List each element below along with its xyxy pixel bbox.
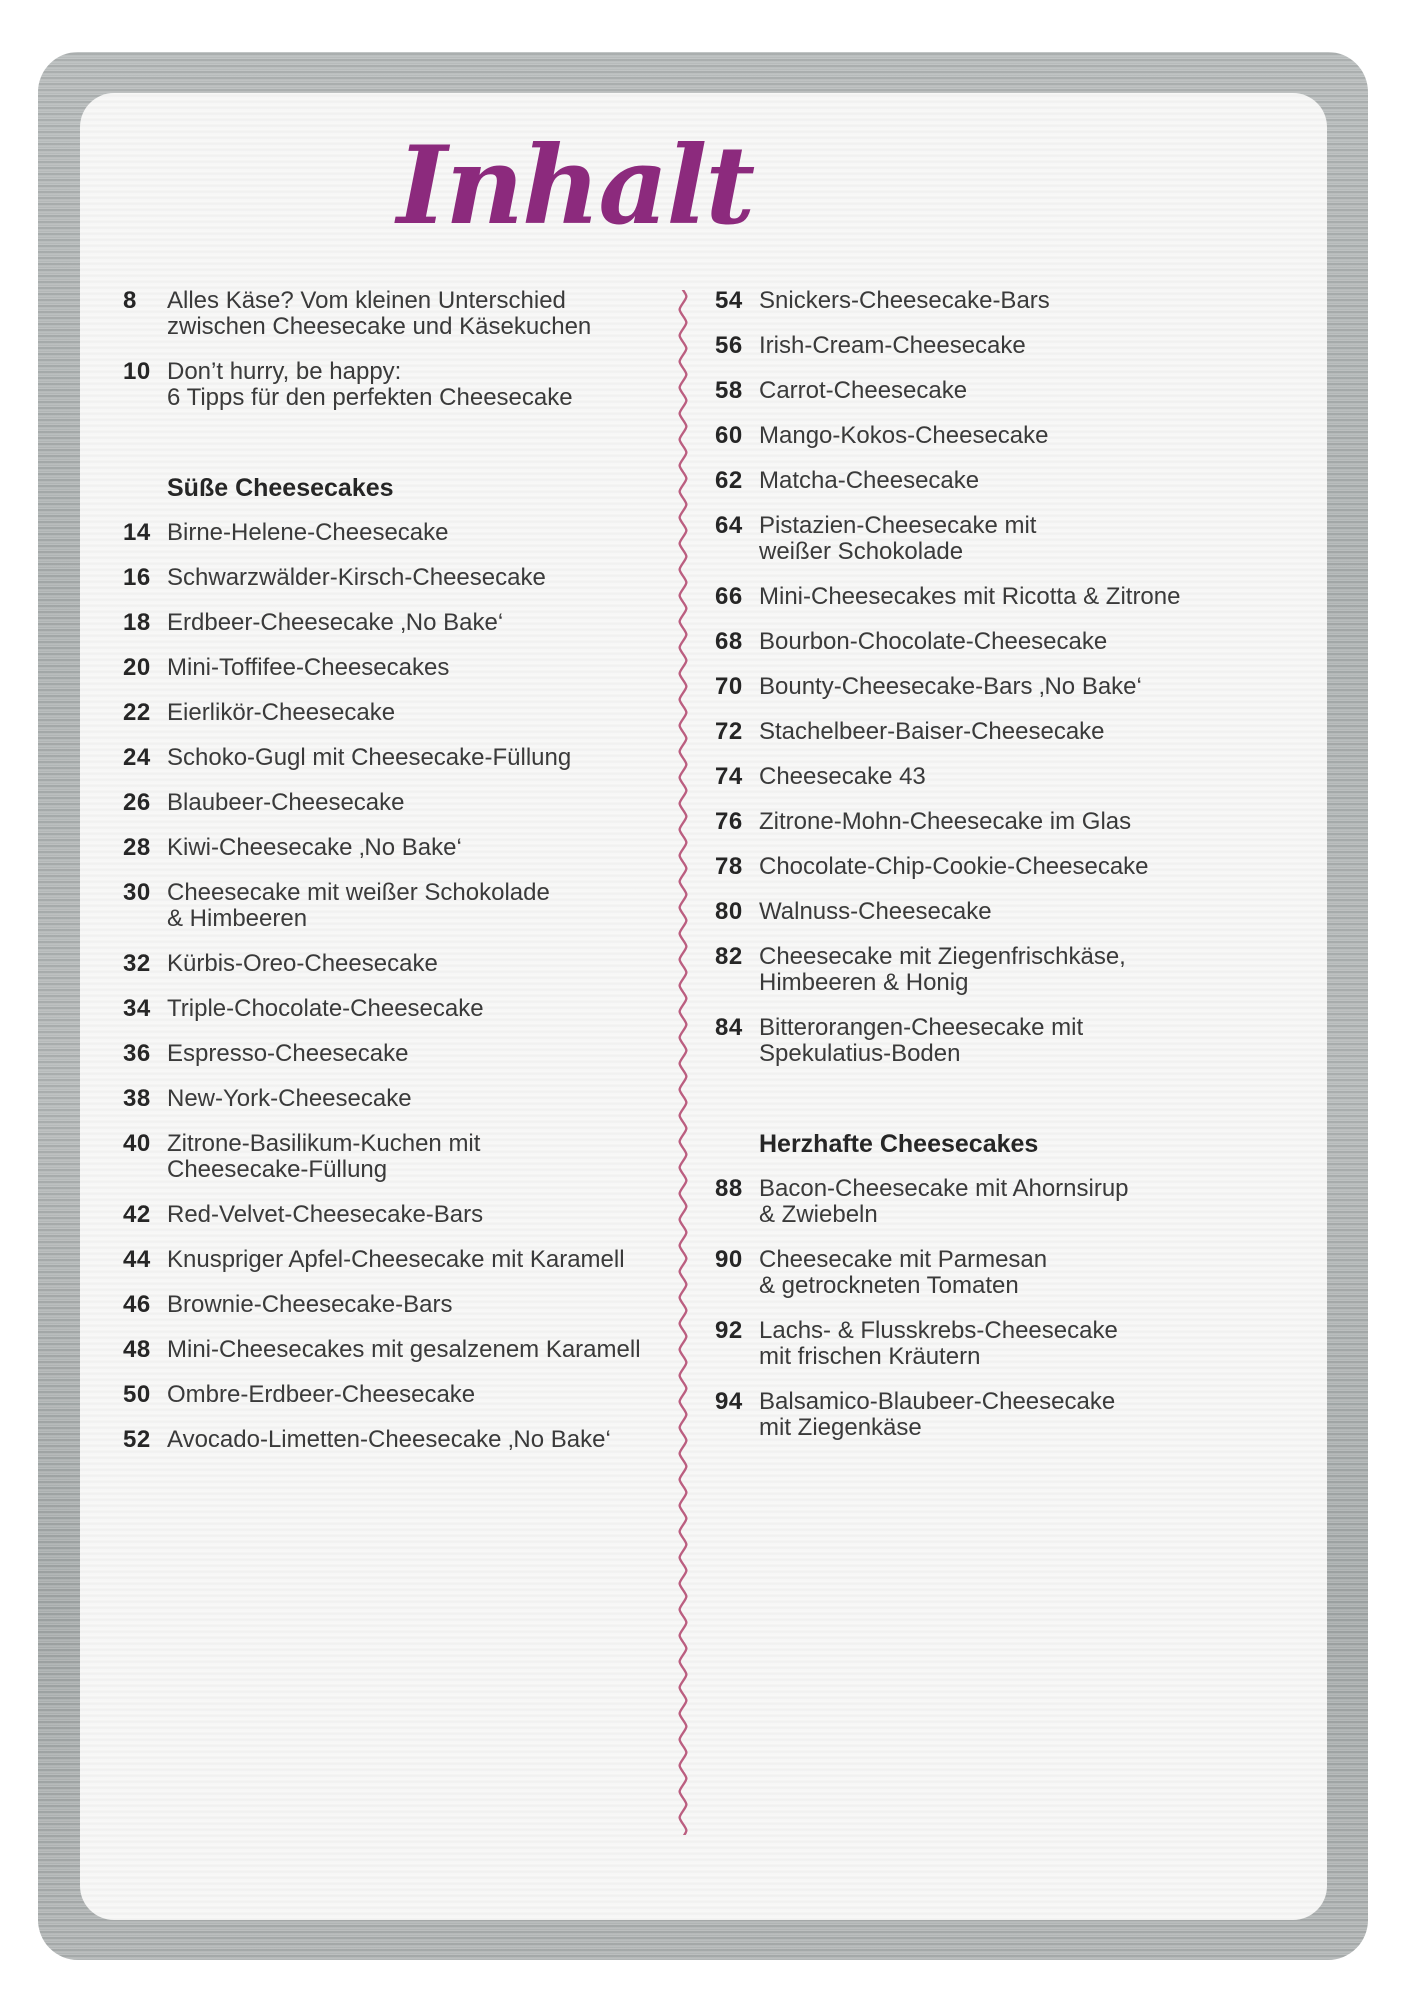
toc-page-number: 26 bbox=[123, 789, 151, 816]
toc-entry bbox=[715, 288, 1319, 314]
toc-entry bbox=[715, 584, 1319, 610]
toc-entry-title bbox=[167, 610, 669, 636]
toc-entry-title bbox=[167, 520, 669, 546]
toc-entry bbox=[715, 899, 1319, 925]
toc-page-number: 58 bbox=[715, 377, 743, 404]
toc-entry bbox=[715, 944, 1319, 996]
toc-section-header: Herzhafte Cheesecakes bbox=[759, 1130, 1039, 1158]
toc-entry-title bbox=[759, 854, 1319, 880]
toc-page-number: 10 bbox=[123, 358, 151, 385]
toc-page-number: 20 bbox=[123, 654, 151, 681]
toc-entry bbox=[123, 996, 669, 1022]
toc-entry-line: Erdbeer-Cheesecake ‚No Bake‘ bbox=[167, 609, 504, 636]
toc-entry-title bbox=[167, 700, 669, 726]
toc-entry bbox=[715, 674, 1319, 700]
toc-entry-line: Zitrone-Mohn-Cheesecake im Glas bbox=[759, 808, 1132, 835]
toc-column-right bbox=[683, 288, 1327, 1460]
toc-page-number: 24 bbox=[123, 744, 151, 771]
toc-entry-title bbox=[759, 1015, 1319, 1067]
toc-entry-line: Matcha-Cheesecake bbox=[759, 467, 980, 494]
toc-entry-title bbox=[167, 835, 669, 861]
toc-entry bbox=[123, 1292, 669, 1318]
toc-entry-line: New-York-Cheesecake bbox=[167, 1085, 412, 1112]
toc-page-number: 88 bbox=[715, 1175, 743, 1202]
toc-entry-line: Triple-Chocolate-Cheesecake bbox=[167, 995, 484, 1022]
toc-entry bbox=[715, 468, 1319, 494]
toc-entry-line: Eierlikör-Cheesecake bbox=[167, 699, 396, 726]
toc-page-number: 62 bbox=[715, 467, 743, 494]
toc-page-number: 66 bbox=[715, 583, 743, 610]
toc-page-number: 60 bbox=[715, 422, 743, 449]
toc-page-number: 94 bbox=[715, 1388, 743, 1415]
toc-entry-title bbox=[759, 899, 1319, 925]
toc-entry-title bbox=[759, 378, 1319, 404]
toc-entry bbox=[123, 610, 669, 636]
toc-entry bbox=[715, 809, 1319, 835]
toc-entry-line: Kiwi-Cheesecake ‚No Bake‘ bbox=[167, 834, 462, 861]
toc-page-number: 76 bbox=[715, 808, 743, 835]
toc-entry-title bbox=[167, 359, 669, 411]
toc-page-number: 52 bbox=[123, 1426, 151, 1453]
toc-entry-title bbox=[167, 1292, 669, 1318]
toc-page-number: 68 bbox=[715, 628, 743, 655]
toc-entry-line: Bitterorangen-Cheesecake mit bbox=[759, 1014, 1084, 1041]
toc-entry-line: Ombre-Erdbeer-Cheesecake bbox=[167, 1381, 476, 1408]
toc-page-number: 64 bbox=[715, 512, 743, 539]
toc-entry-line: Espresso-Cheesecake bbox=[167, 1040, 409, 1067]
toc-entry-line: Bourbon-Chocolate-Cheesecake bbox=[759, 628, 1108, 655]
toc-entry-line: Mini-Toffifee-Cheesecakes bbox=[167, 654, 450, 681]
toc-entry bbox=[123, 1247, 669, 1273]
toc-page-number: 34 bbox=[123, 995, 151, 1022]
toc-page-number: 16 bbox=[123, 564, 151, 591]
toc-page-number: 90 bbox=[715, 1246, 743, 1273]
toc-page-number: 50 bbox=[123, 1381, 151, 1408]
toc-page-number: 72 bbox=[715, 718, 743, 745]
toc-page-number: 8 bbox=[123, 287, 137, 314]
toc-entry bbox=[123, 1086, 669, 1112]
toc-page-number: 30 bbox=[123, 879, 151, 906]
toc-page-number: 48 bbox=[123, 1336, 151, 1363]
toc-entry-line: Pistazien-Cheesecake mit bbox=[759, 512, 1037, 539]
toc-entry bbox=[123, 288, 669, 340]
toc-entry bbox=[123, 655, 669, 681]
toc-entry-title bbox=[167, 1086, 669, 1112]
toc-entry-title bbox=[167, 1427, 669, 1453]
toc-entry-line: Cheesecake mit Parmesan bbox=[759, 1246, 1048, 1273]
toc-entry-line: Red-Velvet-Cheesecake-Bars bbox=[167, 1201, 484, 1228]
toc-column-left bbox=[80, 288, 683, 1472]
toc-entry-line: Himbeeren & Honig bbox=[759, 969, 969, 996]
toc-entry bbox=[123, 1382, 669, 1408]
toc-entry-title bbox=[167, 1382, 669, 1408]
toc-entry bbox=[715, 719, 1319, 745]
toc-entry-title bbox=[167, 1041, 669, 1067]
toc-entry bbox=[715, 854, 1319, 880]
toc-entry-title bbox=[759, 764, 1319, 790]
toc-entry bbox=[123, 745, 669, 771]
toc-page-number: 78 bbox=[715, 853, 743, 880]
toc-entry-title bbox=[759, 513, 1319, 565]
toc-entry-title bbox=[759, 468, 1319, 494]
toc-page-number: 44 bbox=[123, 1246, 151, 1273]
toc-entry bbox=[123, 359, 669, 411]
toc-entry-title bbox=[759, 809, 1319, 835]
toc-entry-title bbox=[759, 719, 1319, 745]
toc-entry bbox=[715, 378, 1319, 404]
toc-entry bbox=[123, 790, 669, 816]
toc-entry-title bbox=[759, 1247, 1319, 1299]
toc-entry-line: 6 Tipps für den perfekten Cheesecake bbox=[167, 384, 573, 411]
toc-entry-title bbox=[759, 1176, 1319, 1228]
toc-entry bbox=[715, 1015, 1319, 1067]
toc-entry-title bbox=[759, 584, 1319, 610]
toc-page-number: 14 bbox=[123, 519, 151, 546]
toc-entry-line: Cheesecake mit Ziegenfrischkäse, bbox=[759, 943, 1126, 970]
toc-entry-line: Alles Käse? Vom kleinen Unterschied bbox=[167, 287, 566, 314]
toc-entry-title bbox=[167, 565, 669, 591]
toc-entry-line: Spekulatius-Boden bbox=[759, 1040, 961, 1067]
toc-entry bbox=[123, 835, 669, 861]
toc-entry-title bbox=[759, 674, 1319, 700]
toc-entry bbox=[715, 423, 1319, 449]
toc-entry bbox=[715, 1176, 1319, 1228]
toc-entry-title bbox=[759, 629, 1319, 655]
toc-entry-title bbox=[759, 288, 1319, 314]
toc-entry bbox=[715, 1247, 1319, 1299]
toc-entry-line: Lachs- & Flusskrebs-Cheesecake bbox=[759, 1317, 1118, 1344]
toc-page-number: 28 bbox=[123, 834, 151, 861]
toc-entry-line: Blaubeer-Cheesecake bbox=[167, 789, 405, 816]
toc-entry bbox=[715, 629, 1319, 655]
toc-entry-line: Chocolate-Chip-Cookie-Cheesecake bbox=[759, 853, 1149, 880]
title-wrap bbox=[80, 93, 1070, 288]
toc-entry bbox=[123, 565, 669, 591]
toc-entry-line: Mango-Kokos-Cheesecake bbox=[759, 422, 1049, 449]
toc-entry-title bbox=[167, 1131, 669, 1183]
toc-page-number: 22 bbox=[123, 699, 151, 726]
toc-entry-title bbox=[167, 790, 669, 816]
toc-entry-line: Walnuss-Cheesecake bbox=[759, 898, 992, 925]
toc-entry-line: Avocado-Limetten-Cheesecake ‚No Bake‘ bbox=[167, 1426, 611, 1453]
toc-page-number: 84 bbox=[715, 1014, 743, 1041]
toc-page-number: 82 bbox=[715, 943, 743, 970]
toc-entry bbox=[123, 880, 669, 932]
toc-entry bbox=[123, 520, 669, 546]
toc-page-number: 74 bbox=[715, 763, 743, 790]
toc-entry-line: Balsamico-Blaubeer-Cheesecake bbox=[759, 1388, 1116, 1415]
toc-page-number: 18 bbox=[123, 609, 151, 636]
toc-entry-title bbox=[167, 288, 669, 340]
toc-entry-title bbox=[167, 1247, 669, 1273]
toc-entry-line: Carrot-Cheesecake bbox=[759, 377, 968, 404]
toc-entry-line: Kürbis-Oreo-Cheesecake bbox=[167, 950, 438, 977]
toc-entry-line: Knuspriger Apfel-Cheesecake mit Karamell bbox=[167, 1246, 625, 1273]
toc-entry-title bbox=[167, 1337, 669, 1363]
toc-entry bbox=[123, 1337, 669, 1363]
toc-page-number: 38 bbox=[123, 1085, 151, 1112]
toc-entry bbox=[123, 700, 669, 726]
toc-page-number: 92 bbox=[715, 1317, 743, 1344]
toc-entry-title bbox=[167, 1202, 669, 1228]
toc-page-number: 80 bbox=[715, 898, 743, 925]
toc-entry-title bbox=[759, 1318, 1319, 1370]
toc-entry bbox=[123, 1041, 669, 1067]
toc-entry-title bbox=[167, 996, 669, 1022]
toc-entry-line: zwischen Cheesecake und Käsekuchen bbox=[167, 313, 592, 340]
toc-entry bbox=[123, 1427, 669, 1453]
toc-entry-line: Brownie-Cheesecake-Bars bbox=[167, 1291, 453, 1318]
toc-entry-title bbox=[167, 655, 669, 681]
toc-entry-title bbox=[759, 423, 1319, 449]
toc-entry bbox=[123, 1131, 669, 1183]
toc-entry bbox=[715, 764, 1319, 790]
toc-entry-line: Cheesecake 43 bbox=[759, 763, 926, 790]
toc-section-header: Süße Cheesecakes bbox=[167, 474, 394, 502]
toc-entry-title bbox=[759, 944, 1319, 996]
toc-entry bbox=[715, 1389, 1319, 1441]
toc-page-number: 40 bbox=[123, 1130, 151, 1157]
toc-entry-line: & Zwiebeln bbox=[759, 1201, 878, 1228]
toc-entry-line: & getrockneten Tomaten bbox=[759, 1272, 1019, 1299]
metal-frame-border bbox=[38, 52, 1368, 1960]
toc-page-number: 42 bbox=[123, 1201, 151, 1228]
toc-entry-line: Cheesecake-Füllung bbox=[167, 1156, 388, 1183]
toc-page-number: 36 bbox=[123, 1040, 151, 1067]
toc-entry-line: Mini-Cheesecakes mit Ricotta & Zitrone bbox=[759, 583, 1181, 610]
toc-entry-line: mit frischen Kräutern bbox=[759, 1343, 981, 1370]
toc-entry-line: Schwarzwälder-Kirsch-Cheesecake bbox=[167, 564, 546, 591]
toc-entry-line: Birne-Helene-Cheesecake bbox=[167, 519, 449, 546]
toc-entry bbox=[715, 333, 1319, 359]
toc-entry-title bbox=[759, 1389, 1319, 1441]
toc-entry-line: Don’t hurry, be happy: bbox=[167, 358, 402, 385]
toc-content-panel bbox=[80, 93, 1327, 1920]
toc-entry-line: Snickers-Cheesecake-Bars bbox=[759, 287, 1050, 314]
toc-grid bbox=[80, 288, 1327, 1472]
toc-entry bbox=[123, 1202, 669, 1228]
toc-entry-line: & Himbeeren bbox=[167, 905, 308, 932]
toc-entry-line: Cheesecake mit weißer Schokolade bbox=[167, 879, 550, 906]
toc-page-number: 32 bbox=[123, 950, 151, 977]
toc-entry-line: Zitrone-Basilikum-Kuchen mit bbox=[167, 1130, 481, 1157]
toc-entry-title bbox=[167, 745, 669, 771]
toc-page-number: 70 bbox=[715, 673, 743, 700]
toc-page-number: 54 bbox=[715, 287, 743, 314]
toc-entry-title bbox=[167, 880, 669, 932]
page-title: Inhalt bbox=[396, 123, 754, 249]
toc-entry bbox=[123, 951, 669, 977]
toc-entry-line: Stachelbeer-Baiser-Cheesecake bbox=[759, 718, 1105, 745]
toc-entry bbox=[715, 1318, 1319, 1370]
toc-entry-line: Bacon-Cheesecake mit Ahornsirup bbox=[759, 1175, 1129, 1202]
toc-entry-title bbox=[759, 333, 1319, 359]
toc-entry-title bbox=[167, 951, 669, 977]
toc-entry-line: Irish-Cream-Cheesecake bbox=[759, 332, 1026, 359]
toc-entry-line: Schoko-Gugl mit Cheesecake-Füllung bbox=[167, 744, 572, 771]
toc-entry-line: Bounty-Cheesecake-Bars ‚No Bake‘ bbox=[759, 673, 1142, 700]
toc-entry-line: mit Ziegenkäse bbox=[759, 1414, 922, 1441]
toc-page-number: 46 bbox=[123, 1291, 151, 1318]
toc-entry bbox=[715, 513, 1319, 565]
toc-page-number: 56 bbox=[715, 332, 743, 359]
toc-entry-line: weißer Schokolade bbox=[759, 538, 964, 565]
toc-entry-line: Mini-Cheesecakes mit gesalzenem Karamell bbox=[167, 1336, 641, 1363]
